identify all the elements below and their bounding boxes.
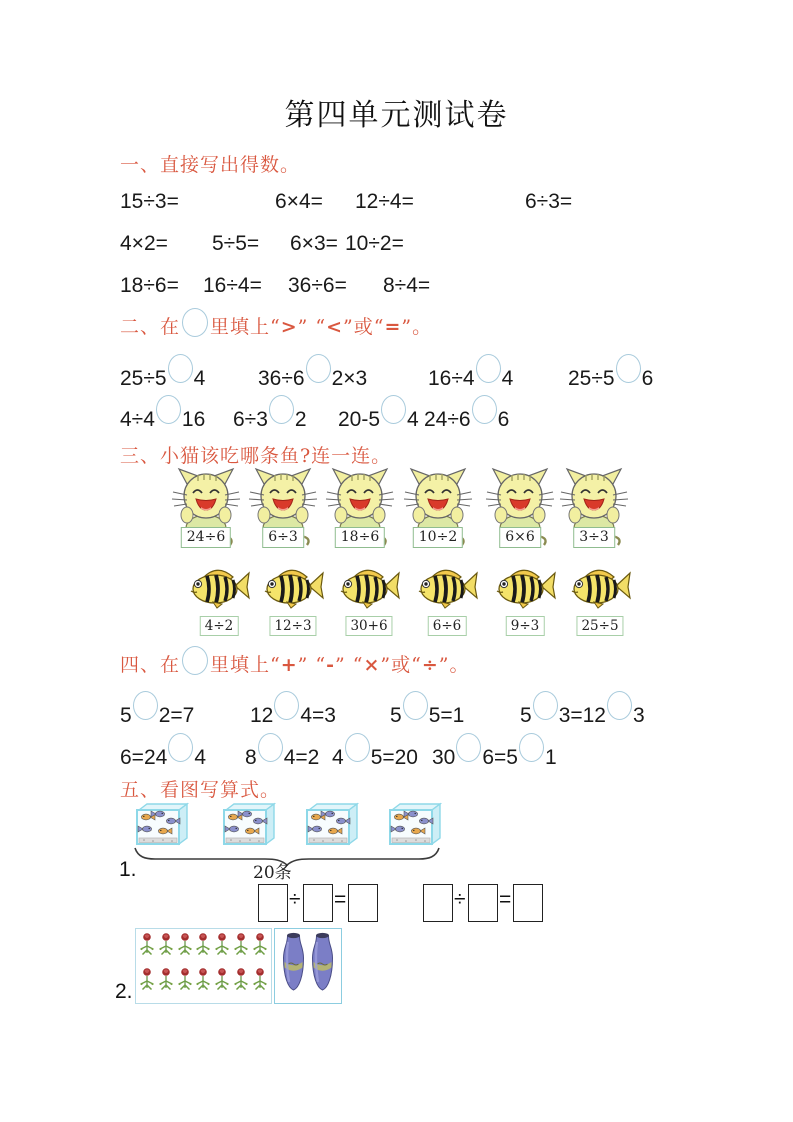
fish-icon <box>568 560 632 610</box>
flower-image <box>177 967 193 1000</box>
fish-tank-icon <box>305 802 359 846</box>
flower-image <box>158 967 174 1000</box>
fish-tank-icon <box>135 802 189 846</box>
cat-figure[interactable] <box>484 466 556 556</box>
expression-text: 4 <box>193 367 206 390</box>
expression-text: 2 <box>294 408 307 431</box>
answer-circle[interactable] <box>607 691 632 720</box>
answer-circle[interactable] <box>616 354 641 383</box>
equation: 10÷2= <box>345 232 404 255</box>
fish-expression-card: 30+6 <box>345 616 392 636</box>
flower-image <box>214 967 230 1000</box>
circle-expression <box>568 354 653 395</box>
answer-circle[interactable] <box>456 733 481 762</box>
expression-text: 24÷6 <box>424 408 471 431</box>
expression-text: 30 <box>432 746 456 769</box>
fish-tank-image <box>388 802 442 846</box>
fish-icon <box>187 560 251 610</box>
rose-icon <box>158 967 174 995</box>
rose-icon <box>177 967 193 995</box>
circle-expression <box>245 733 319 774</box>
flower-image <box>233 967 249 1000</box>
item1-number: 1. <box>119 858 137 881</box>
expression-text: 4 <box>501 367 514 390</box>
answer-box[interactable] <box>513 884 543 922</box>
fish-icon <box>415 560 479 610</box>
circle-expression <box>233 395 307 436</box>
circle-expression <box>120 395 205 436</box>
expression-text: 5 <box>390 704 402 727</box>
equation: 4×2= <box>120 232 168 255</box>
fish-expression-card: 25÷5 <box>576 616 623 636</box>
fish-expression-card: 6÷6 <box>428 616 467 636</box>
answer-circle[interactable] <box>381 395 406 424</box>
answer-circle[interactable] <box>306 354 331 383</box>
vases-picture-box <box>274 928 342 1004</box>
expression-text: 2×3 <box>331 367 368 390</box>
expression-text: 3=12 <box>558 704 606 727</box>
divide-sign: ÷ <box>289 888 301 911</box>
section4-header <box>120 646 469 677</box>
expression-text: 16 <box>181 408 206 431</box>
section3-header: 三、小猫该吃哪条鱼?连一连。 <box>120 445 392 467</box>
circle-expression <box>424 395 509 436</box>
equation: 15÷3= <box>120 190 179 213</box>
equation: 8÷4= <box>383 274 431 297</box>
rose-icon <box>158 932 174 960</box>
expression-text: 12 <box>250 704 274 727</box>
section4-header-prefix: 四、在 <box>120 654 181 676</box>
answer-circle[interactable] <box>168 354 193 383</box>
section1-row1 <box>0 186 793 218</box>
answer-box[interactable] <box>303 884 333 922</box>
rose-icon <box>252 932 268 960</box>
expression-text: 6 <box>641 367 654 390</box>
section1-row3 <box>0 270 793 302</box>
answer-box[interactable] <box>423 884 453 922</box>
equation: 5÷5= <box>212 232 260 255</box>
rose-icon <box>195 932 211 960</box>
answer-circle[interactable] <box>269 395 294 424</box>
expression-text: 36÷6 <box>258 367 305 390</box>
expression-text: 6=5 <box>482 746 518 769</box>
answer-circle[interactable] <box>533 691 558 720</box>
circle-expression <box>258 354 367 395</box>
expression-text: 4=3 <box>300 704 336 727</box>
fish-tank-icon <box>222 802 276 846</box>
fish-figure[interactable] <box>414 560 480 636</box>
fish-expression-card: 4÷2 <box>200 616 239 636</box>
cat-expression-card: 18÷6 <box>335 527 385 548</box>
section1-header: 一、直接写出得数。 <box>120 154 301 176</box>
rose-icon <box>233 967 249 995</box>
circle-expression <box>520 691 645 732</box>
expression-text: 5=1 <box>428 704 465 727</box>
page-title: 第四单元测试卷 <box>284 98 509 133</box>
answer-box[interactable] <box>258 884 288 922</box>
expression-text: 6÷3 <box>233 408 268 431</box>
equation: 16÷4= <box>203 274 262 297</box>
cat-expression-card: 3÷3 <box>573 527 615 548</box>
flower-image <box>195 967 211 1000</box>
equation: 6÷3= <box>525 190 573 213</box>
circle-icon <box>182 646 208 675</box>
flower-image <box>214 932 230 965</box>
section4-row1 <box>0 691 793 727</box>
fish-figure[interactable] <box>186 560 252 636</box>
flower-image <box>139 967 155 1000</box>
cats-row <box>0 466 793 560</box>
rose-icon <box>195 967 211 995</box>
section2-header-suffix: 里填上“>” “<”或“=”。 <box>210 316 433 338</box>
fish-row <box>0 560 793 636</box>
expression-text: 3 <box>633 704 645 727</box>
flower-image <box>177 932 193 965</box>
cat-figure[interactable] <box>558 466 630 556</box>
fish-tanks-row <box>0 802 793 848</box>
equation: 6×3= <box>290 232 338 255</box>
fish-icon <box>337 560 401 610</box>
answer-circle[interactable] <box>156 395 181 424</box>
circle-expression <box>250 691 336 732</box>
cat-figure[interactable] <box>247 466 319 556</box>
answer-circle[interactable] <box>133 691 158 720</box>
equation: 12÷4= <box>355 190 414 213</box>
expression-text: 4÷4 <box>120 408 155 431</box>
circle-expression <box>120 733 206 774</box>
flower-image <box>158 932 174 965</box>
rose-icon <box>252 967 268 995</box>
fish-expression-card: 9÷3 <box>506 616 545 636</box>
answer-circle[interactable] <box>476 354 501 383</box>
rose-icon <box>233 932 249 960</box>
rose-icon <box>139 967 155 995</box>
vase-image <box>280 931 307 1000</box>
cat-expression-card: 10÷2 <box>413 527 463 548</box>
fish-tank-image <box>305 802 359 846</box>
cat-figure[interactable] <box>324 466 396 556</box>
brace-total-label: 20条 <box>253 863 292 883</box>
vase-icon <box>309 931 336 995</box>
answer-box[interactable] <box>468 884 498 922</box>
fish-expression-card: 12÷3 <box>269 616 316 636</box>
circle-expression <box>428 354 513 395</box>
divide-sign: ÷ <box>454 888 466 911</box>
cat-figure[interactable] <box>402 466 474 556</box>
answer-circle[interactable] <box>168 733 193 762</box>
equation: 18÷6= <box>120 274 179 297</box>
rose-icon <box>214 967 230 995</box>
expression-text: 4 <box>332 746 344 769</box>
cat-expression-card: 24÷6 <box>181 527 231 548</box>
section2-row1 <box>0 354 793 390</box>
expression-text: 5=20 <box>370 746 418 769</box>
equals-sign: = <box>499 888 512 911</box>
cat-expression-card: 6÷3 <box>262 527 304 548</box>
expression-text: 2=7 <box>158 704 195 727</box>
expression-text: 6=24 <box>120 746 168 769</box>
flower-image <box>233 932 249 965</box>
circle-expression <box>120 354 205 395</box>
fish-figure[interactable] <box>336 560 402 636</box>
circle-expression <box>338 395 419 436</box>
expression-text: 1 <box>544 746 557 769</box>
fish-figure[interactable] <box>567 560 633 636</box>
fish-figure[interactable] <box>260 560 326 636</box>
answer-circle[interactable] <box>258 733 283 762</box>
equals-sign: = <box>334 888 347 911</box>
section4-row2 <box>0 733 793 769</box>
expression-text: 25÷5 <box>120 367 167 390</box>
section5-header: 五、看图写算式。 <box>120 779 281 801</box>
expression-text: 16÷4 <box>428 367 475 390</box>
expression-text: 20-5 <box>338 408 381 431</box>
rose-icon <box>214 932 230 960</box>
equation: 36÷6= <box>288 274 347 297</box>
rose-icon <box>139 932 155 960</box>
flower-image <box>195 932 211 965</box>
expression-text: 4 <box>407 408 419 431</box>
fish-tank-image <box>222 802 276 846</box>
cat-expression-card: 6×6 <box>499 527 541 548</box>
expression-text: 5 <box>520 704 532 727</box>
circle-expression <box>120 691 194 732</box>
answer-circle[interactable] <box>472 395 497 424</box>
answer-equation-row <box>0 884 793 924</box>
expression-text: 5 <box>120 704 132 727</box>
flower-image <box>252 967 268 1000</box>
fish-icon <box>493 560 557 610</box>
fish-figure[interactable] <box>492 560 558 636</box>
vase-icon <box>280 931 307 995</box>
fish-tank-image <box>135 802 189 846</box>
expression-text: 4 <box>194 746 206 769</box>
cat-figure[interactable] <box>170 466 242 556</box>
answer-box[interactable] <box>348 884 378 922</box>
section2-header <box>120 308 432 339</box>
expression-text: 6 <box>497 408 510 431</box>
vase-image <box>309 931 336 1000</box>
flower-image <box>139 932 155 965</box>
flower-image <box>252 932 268 965</box>
answer-circle[interactable] <box>274 691 299 720</box>
section4-header-suffix: 里填上“+” “-” “×”或“÷”。 <box>210 654 470 676</box>
section1-row2 <box>0 228 793 260</box>
expression-text: 4=2 <box>283 746 320 769</box>
expression-text: 25÷5 <box>568 367 615 390</box>
section2-header-prefix: 二、在 <box>120 316 181 338</box>
circle-expression <box>332 733 418 774</box>
circle-expression <box>432 733 557 774</box>
rose-icon <box>177 932 193 960</box>
expression-text: 8 <box>245 746 257 769</box>
answer-circle[interactable] <box>345 733 370 762</box>
item2-number: 2. <box>115 980 133 1003</box>
fish-tank-icon <box>388 802 442 846</box>
circle-expression <box>390 691 464 732</box>
fish-icon <box>261 560 325 610</box>
section2-row2 <box>0 395 793 431</box>
equation: 6×4= <box>275 190 323 213</box>
flowers-picture-box <box>135 928 272 1004</box>
circle-icon <box>182 308 208 337</box>
answer-circle[interactable] <box>519 733 544 762</box>
answer-circle[interactable] <box>403 691 428 720</box>
